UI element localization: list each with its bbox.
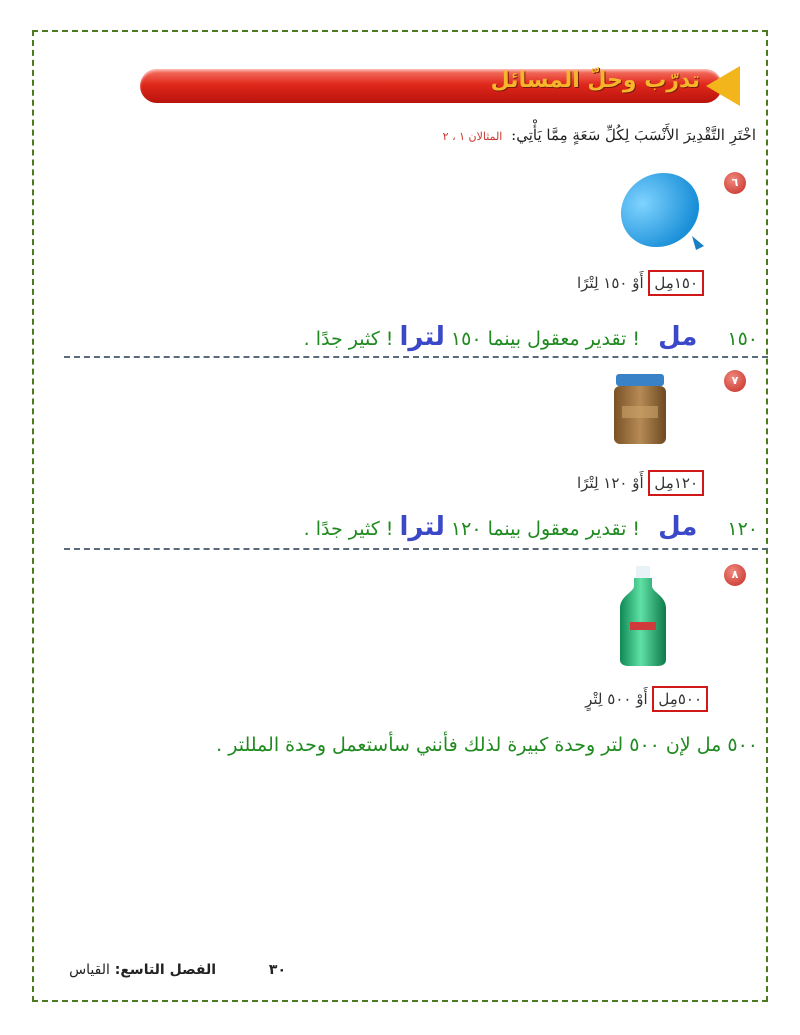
answer-unit2: لترا — [399, 322, 445, 352]
answer-value: ١٢٠ — [727, 518, 758, 540]
banner-title: تدرّب وحلّ المسائل — [490, 68, 700, 93]
answer-line — [304, 322, 758, 352]
answer-mid: ! تقدير معقول بينما ١٥٠ — [450, 328, 641, 350]
chapter-label: الفصل التاسع: — [114, 962, 217, 978]
answer-line — [304, 512, 758, 542]
bottle-image — [618, 564, 668, 668]
answer-line: ٥٠٠ مل لإن ٥٠٠ لتر وحدة كبيرة لذلك فأنني سأستعمل وحدة المللتر . — [216, 734, 758, 756]
question-number: ٦ — [724, 172, 746, 194]
page-number: ٣٠ — [268, 962, 286, 978]
choice-rest: أَوْ ١٢٠ لِتْرًا — [576, 474, 644, 492]
chapter-unit: القياس — [69, 962, 110, 978]
separator — [64, 548, 768, 550]
choice-line — [577, 470, 704, 496]
choice-line — [585, 686, 708, 712]
choice-line — [577, 270, 704, 296]
footer — [69, 962, 286, 978]
section-banner — [140, 66, 740, 104]
choice-rest: أَوْ ١٥٠ لِتْرًا — [576, 274, 644, 292]
answer-unit: مل — [658, 512, 698, 542]
balloon-image — [612, 172, 712, 258]
instruction-reference: المثالان ١ ، ٢ — [442, 130, 503, 143]
question-number: ٨ — [724, 564, 746, 586]
instruction — [443, 126, 756, 144]
jar-image — [612, 372, 668, 448]
selected-answer-box: ٥٠٠مِل — [652, 686, 708, 712]
answer-unit2: لترا — [399, 512, 445, 542]
answer-tail: ! كثير جدًا . — [303, 328, 394, 350]
separator — [64, 356, 768, 358]
selected-answer-box: ١٥٠مِل — [648, 270, 704, 296]
instruction-text: اخْتَرِ التَّقْدِيرَ الأَنْسَبَ لِكُلِّ سَعَةٍ مِمَّا يَأْتِي: — [511, 126, 756, 144]
selected-answer-box: ١٢٠مِل — [648, 470, 704, 496]
answer-value: ١٥٠ — [727, 328, 758, 350]
banner-arrow-icon — [706, 66, 740, 106]
answer-tail: ! كثير جدًا . — [303, 518, 394, 540]
choice-rest: أَوْ ٥٠٠ لِتْرٍ — [585, 690, 648, 708]
answer-mid: ! تقدير معقول بينما ١٢٠ — [450, 518, 641, 540]
question-number: ٧ — [724, 370, 746, 392]
answer-unit: مل — [658, 322, 698, 352]
